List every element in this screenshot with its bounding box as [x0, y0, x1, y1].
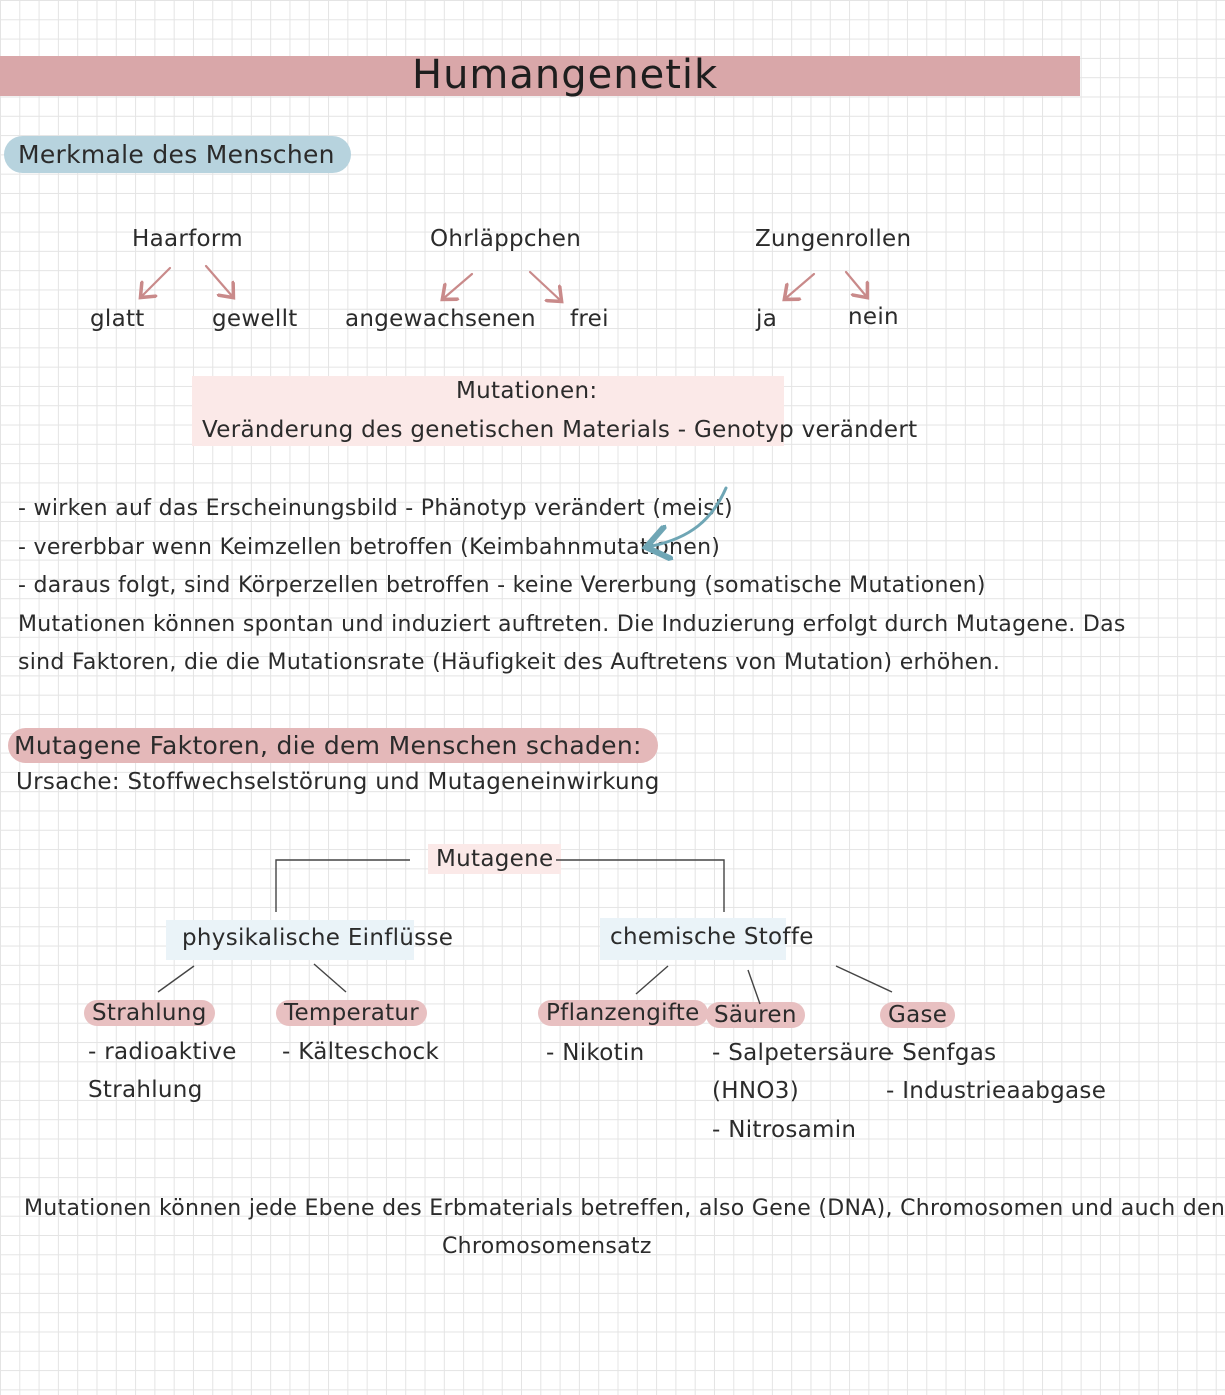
trait-ohrlaeppchen-right: frei	[570, 306, 609, 332]
trait-ohrlaeppchen: Ohrläppchen	[430, 226, 582, 252]
pflanzengifte-item-1: - Nikotin	[546, 1040, 645, 1066]
trait-zungenrollen-right: nein	[848, 304, 899, 330]
tree-root-mutagene: Mutagene	[428, 844, 561, 874]
tree-pflanzengifte: Pflanzengifte	[538, 1000, 708, 1026]
saeuren-item-1: - Salpetersäure	[712, 1040, 893, 1066]
mutation-box-text: Veränderung des genetischen Materials - Genotyp verändert	[202, 417, 918, 443]
tree-strahlung: Strahlung	[84, 1000, 215, 1026]
trait-haarform-right: gewellt	[212, 306, 298, 332]
arrow-zunge-nein	[846, 272, 866, 296]
tree-line-right	[556, 860, 724, 912]
arrow-haarform-gewellt	[206, 266, 232, 296]
saeuren-item-3: - Nitrosamin	[712, 1117, 857, 1143]
tree-line-gase	[836, 966, 892, 992]
gase-item-1: - Senfgas	[886, 1040, 997, 1066]
bullet-phaenotyp: - wirken auf das Erscheinungsbild - Phänotyp verändert (meist)	[18, 496, 733, 521]
saeuren-item-2: (HNO3)	[712, 1078, 799, 1104]
temperatur-item-1: - Kälteschock	[282, 1039, 440, 1065]
tree-line-saeuren	[748, 970, 760, 1004]
tree-saeuren: Säuren	[706, 1002, 805, 1028]
arrow-ohr-frei	[530, 272, 560, 300]
gase-item-2: - Industrieaabgase	[886, 1078, 1107, 1104]
section-heading-mutagene-faktoren: Mutagene Faktoren, die dem Menschen schaden:	[8, 728, 658, 763]
strahlung-item-1: - radioaktive	[88, 1039, 237, 1065]
arrow-blue-curve	[652, 488, 726, 546]
arrow-haarform-glatt	[142, 268, 170, 296]
tree-physical: physikalische Einflüsse	[182, 925, 454, 951]
tree-chemical: chemische Stoffe	[610, 924, 814, 950]
bullet-keimbahn: - vererbbar wenn Keimzellen betroffen (Keimbahnmutationen)	[18, 535, 721, 560]
cause-text: Ursache: Stoffwechselstörung und Mutageneinwirkung	[16, 769, 660, 795]
trait-haarform-left: glatt	[90, 306, 145, 332]
footer-line-1: Mutationen können jede Ebene des Erbmaterials betreffen, also Gene (DNA), Chromosomen und auch den	[24, 1196, 1225, 1221]
tree-line-strahlung	[158, 966, 194, 992]
footer-line-2: Chromosomensatz	[442, 1234, 652, 1259]
strahlung-item-2: Strahlung	[88, 1077, 203, 1103]
arrow-zunge-ja	[786, 274, 814, 298]
tree-gase: Gase	[880, 1002, 955, 1028]
bullet-somatisch: - daraus folgt, sind Körperzellen betroffen - keine Vererbung (somatische Mutationen)	[18, 573, 986, 598]
section-heading-merkmale: Merkmale des Menschen	[4, 136, 351, 173]
paragraph-line-1: Mutationen können spontan und induziert auftreten. Die Induzierung erfolgt durch Mutagene. Das	[18, 612, 1126, 637]
trait-zungenrollen-left: ja	[756, 306, 778, 332]
trait-ohrlaeppchen-left: angewachsenen	[345, 306, 536, 332]
tree-temperatur: Temperatur	[276, 1000, 427, 1026]
page-title: Humangenetik	[412, 52, 719, 98]
paragraph-line-2: sind Faktoren, die die Mutationsrate (Häufigkeit des Auftretens von Mutation) erhöhen.	[18, 650, 1001, 675]
tree-line-temperatur	[314, 964, 346, 992]
trait-zungenrollen: Zungenrollen	[755, 226, 912, 252]
trait-haarform: Haarform	[132, 226, 243, 252]
arrow-ohr-angewachsen	[444, 274, 472, 298]
tree-line-left	[276, 860, 410, 912]
mutation-box-title: Mutationen:	[456, 378, 598, 404]
tree-line-pflanzengifte	[636, 966, 668, 994]
